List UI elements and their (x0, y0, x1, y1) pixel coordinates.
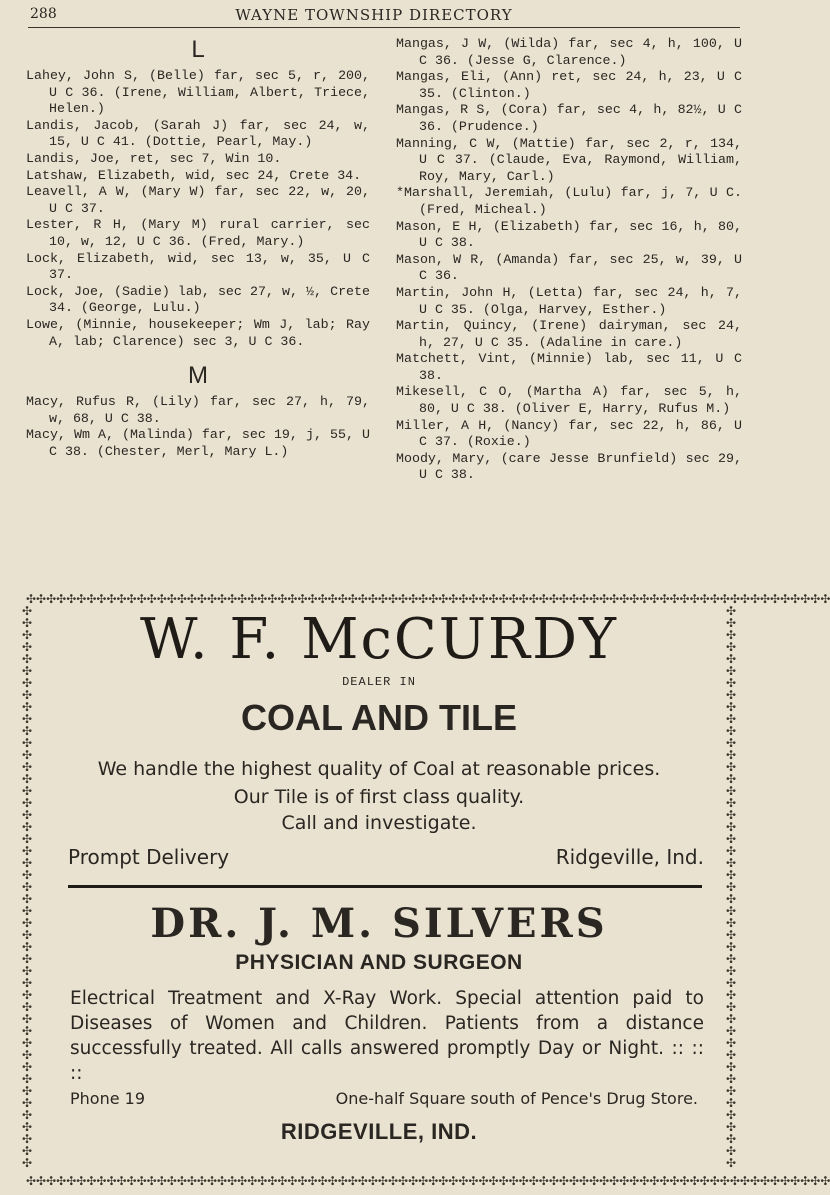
directory-entry: Mangas, J W, (Wilda) far, sec 4, h, 100, U C 36. (Jesse G, Clarence.) (396, 36, 742, 68)
directory-entry: Lahey, John S, (Belle) far, sec 5, r, 200, U C 36. (Irene, William, Albert, Triece, Helen.) (26, 68, 370, 117)
silvers-body: Electrical Treatment and X-Ray Work. Special attention paid to Diseases of Women and Children. Patients from a distance successfully treated. All calls answered promptly Day or Night. :: :: :: (70, 988, 704, 1084)
directory-entry: Landis, Jacob, (Sarah J) far, sec 24, w, 15, U C 41. (Dottie, Pearl, May.) (26, 117, 370, 150)
directory-entry: Moody, Mary, (care Jesse Brunfield) sec 29, U C 38. (396, 450, 742, 483)
ad-divider-rule (68, 885, 702, 888)
advertisement-box (21, 592, 830, 1188)
directory-entry: Lock, Elizabeth, wid, sec 13, w, 35, U C 37. (26, 250, 370, 283)
mccurdy-trade: COAL AND TILE (241, 697, 517, 738)
silvers-phone: Phone 19 (70, 1089, 146, 1108)
running-head: WAYNE TOWNSHIP DIRECTORY (235, 6, 513, 24)
right-column (396, 36, 742, 484)
page-number: 288 (30, 6, 57, 22)
ornamental-border-top: ✣✣✣✣✣✣✣✣✣✣✣✣✣✣✣✣✣✣✣✣✣✣✣✣✣✣✣✣✣✣✣✣✣✣✣✣✣✣✣✣✣✣✣✣✣✣✣✣✣✣✣✣✣✣✣✣✣✣✣✣✣✣✣✣✣✣✣✣✣✣✣✣✣✣✣✣✣✣✣✣ (26, 592, 830, 606)
ornamental-border-left: ✣✣✣✣✣✣✣✣✣✣✣✣✣✣✣✣✣✣✣✣✣✣✣✣✣✣✣✣✣✣✣✣✣✣✣✣✣✣✣✣✣✣✣✣✣✣✣ (21, 604, 33, 1170)
mccurdy-tagline: We handle the highest quality of Coal at reasonable prices. (97, 758, 661, 780)
mccurdy-delivery: Prompt Delivery (68, 845, 230, 869)
mccurdy-tagline: Our Tile is of first class quality. (233, 786, 525, 808)
directory-entry: Mangas, R S, (Cora) far, sec 4, h, 82½, U C 36. (Prudence.) (396, 102, 742, 134)
directory-entry: Manning, C W, (Mattie) far, sec 2, r, 134, U C 37. (Claude, Eva, Raymond, William, Roy, Mary, Carl.) (396, 135, 742, 184)
directory-entry: Lester, R H, (Mary M) rural carrier, sec 10, w, 12, U C 36. (Fred, Mary.) (26, 217, 370, 249)
mccurdy-place: Ridgeville, Ind. (555, 845, 704, 869)
directory-entry: Leavell, A W, (Mary W) far, sec 22, w, 20, U C 37. (26, 184, 370, 216)
directory-entry: Matchett, Vint, (Minnie) lab, sec 11, U C 38. (396, 351, 742, 383)
left-column (26, 36, 370, 460)
directory-entry: Mason, W R, (Amanda) far, sec 25, w, 39, U C 36. (396, 251, 742, 284)
directory-entry: Lock, Joe, (Sadie) lab, sec 27, w, ½, Crete 34. (George, Lulu.) (26, 283, 370, 316)
directory-entry: *Marshall, Jeremiah, (Lulu) far, j, 7, U C. (Fred, Micheal.) (396, 185, 742, 217)
mccurdy-dealer-label: DEALER IN (342, 675, 416, 689)
directory-entry: Latshaw, Elizabeth, wid, sec 24, Crete 34. (26, 167, 362, 183)
directory-entry: Macy, Wm A, (Malinda) far, sec 19, j, 55, U C 38. (Chester, Merl, Mary L.) (26, 427, 370, 459)
silvers-title: PHYSICIAN AND SURGEON (235, 951, 523, 974)
silvers-name: DR. J. M. SILVERS (150, 900, 608, 947)
directory-entry: Mangas, Eli, (Ann) ret, sec 24, h, 23, U C 35. (Clinton.) (396, 69, 742, 101)
directory-entry: Martin, John H, (Letta) far, sec 24, h, 7, U C 35. (Olga, Harvey, Esther.) (396, 284, 742, 317)
directory-entry: Lowe, (Minnie, housekeeper; Wm J, lab; Ray A, lab; Clarence) sec 3, U C 36. (26, 316, 370, 349)
directory-entry: Landis, Joe, ret, sec 7, Win 10. (26, 150, 282, 166)
silvers-city: RIDGEVILLE, IND. (280, 1119, 478, 1144)
silvers-location: One-half Square south of Pence's Drug Store. (335, 1089, 698, 1108)
directory-entry: Mason, E H, (Elizabeth) far, sec 16, h, 80, U C 38. (396, 218, 742, 251)
directory-entry: Miller, A H, (Nancy) far, sec 22, h, 86, U C 37. (Roxie.) (396, 417, 742, 450)
ornamental-border-right: ✣✣✣✣✣✣✣✣✣✣✣✣✣✣✣✣✣✣✣✣✣✣✣✣✣✣✣✣✣✣✣✣✣✣✣✣✣✣✣✣✣✣✣✣✣✣✣ (725, 604, 737, 1170)
section-letter-m: M (188, 362, 208, 390)
section-letter-l: L (191, 36, 205, 63)
mccurdy-name: W. F. McCURDY (140, 607, 618, 672)
directory-entry: Macy, Rufus R, (Lily) far, sec 27, h, 79, w, 68, U C 38. (26, 394, 370, 426)
header-rule (28, 27, 740, 28)
directory-entry: Martin, Quincy, (Irene) dairyman, sec 24, h, 27, U C 35. (Adaline in care.) (396, 318, 742, 350)
ornamental-border-bottom: ✣✣✣✣✣✣✣✣✣✣✣✣✣✣✣✣✣✣✣✣✣✣✣✣✣✣✣✣✣✣✣✣✣✣✣✣✣✣✣✣✣✣✣✣✣✣✣✣✣✣✣✣✣✣✣✣✣✣✣✣✣✣✣✣✣✣✣✣✣✣✣✣✣✣✣✣✣✣✣✣ (26, 1174, 830, 1188)
mccurdy-tagline: Call and investigate. (281, 812, 477, 834)
directory-entry: Mikesell, C O, (Martha A) far, sec 5, h, 80, U C 38. (Oliver E, Harry, Rufus M.) (396, 384, 742, 417)
